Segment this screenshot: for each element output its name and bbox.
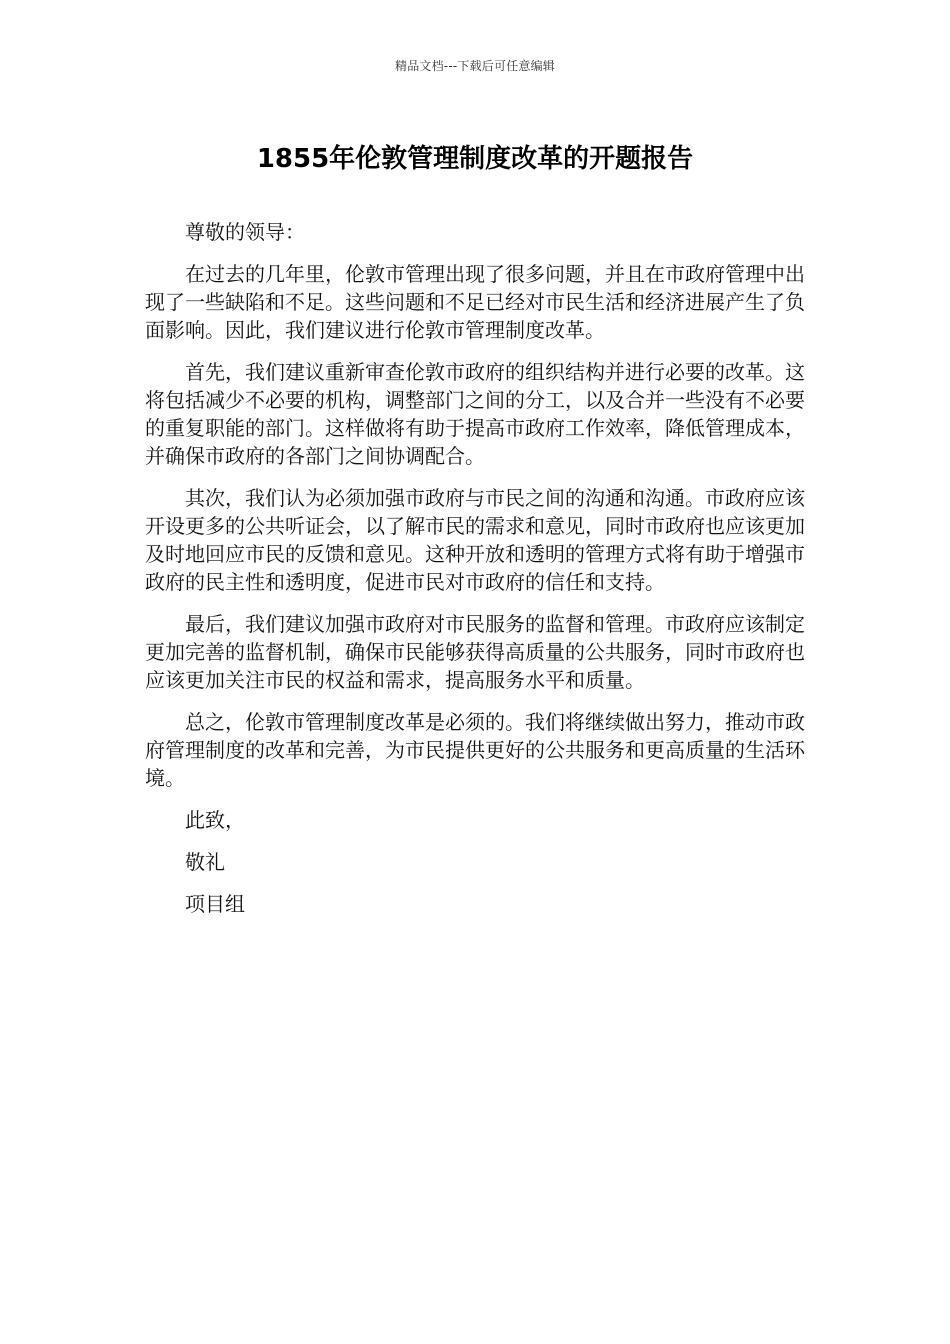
document-body	[145, 218, 805, 932]
signature: 项目组	[185, 892, 245, 916]
paragraph-1: 在过去的几年里，伦敦市管理出现了很多问题，并且在市政府管理中出现了一些缺陷和不足。这些问题和不足已经对市民生活和经济进展产生了负面影响。因此，我们建议进行伦敦市管理制度改革。	[145, 262, 805, 342]
salutation: 尊敬的领导：	[185, 220, 305, 244]
regards: 敬礼	[185, 850, 225, 874]
paragraph-3: 其次，我们认为必须加强市政府与市民之间的沟通和沟通。市政府应该开设更多的公共听证会，以了解市民的需求和意见，同时市政府也应该更加及时地回应市民的反馈和意见。这种开放和透明的管理方式将有助于增强市政府的民主性和透明度，促进市民对市政府的信任和支持。	[145, 486, 805, 594]
paragraph-4: 最后，我们建议加强市政府对市民服务的监督和管理。市政府应该制定更加完善的监督机制，确保市民能够获得高质量的公共服务，同时市政府也应该更加关注市民的权益和需求，提高服务水平和质量。	[145, 612, 805, 692]
header-note: 精品文档---下载后可任意编辑	[395, 59, 555, 73]
paragraph-5: 总之，伦敦市管理制度改革是必须的。我们将继续做出努力，推动市政府管理制度的改革和完善，为市民提供更好的公共服务和更高质量的生活环境。	[145, 710, 805, 790]
paragraph-2: 首先，我们建议重新审查伦敦市政府的组织结构并进行必要的改革。这将包括减少不必要的机构，调整部门之间的分工，以及合并一些没有不必要的重复职能的部门。这样做将有助于提高市政府工作效率，降低管理成本，并确保市政府的各部门之间协调配合。	[145, 360, 805, 468]
closing: 此致，	[185, 808, 245, 832]
document-title: 1855年伦敦管理制度改革的开题报告	[256, 144, 694, 174]
